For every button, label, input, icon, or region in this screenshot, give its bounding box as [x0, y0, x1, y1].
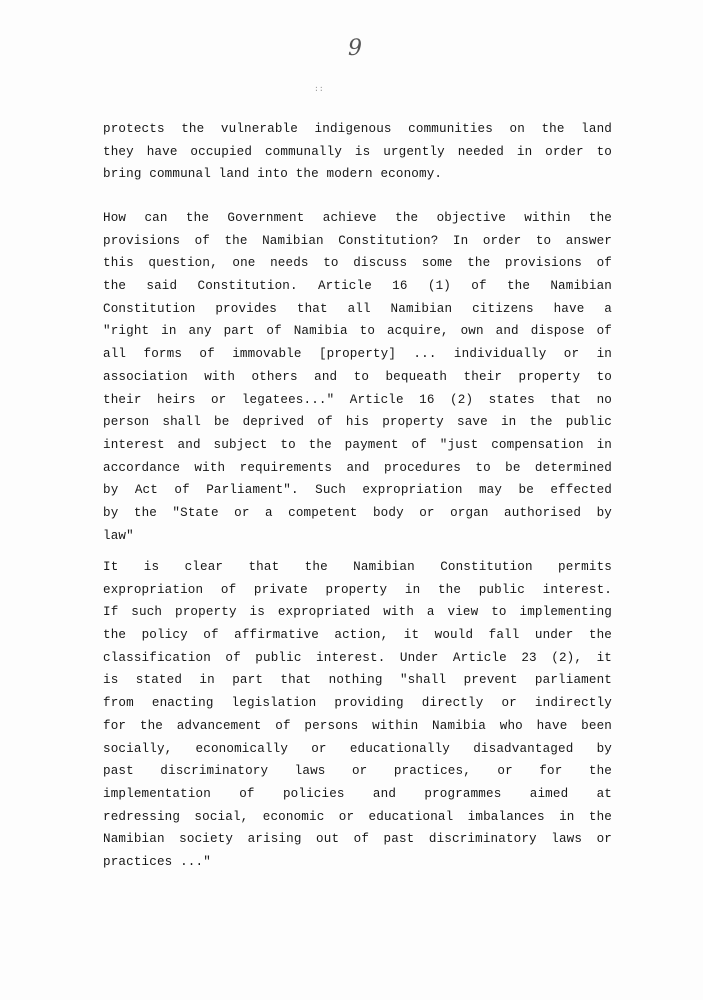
- text-line: by Act of Parliament". Such expropriation may be effected: [103, 483, 612, 498]
- text-line: by the "State or a competent body or organ authorised by: [103, 505, 612, 520]
- text-line: protects the vulnerable indigenous communities on the land: [103, 122, 612, 136]
- text-line: "right in any part of Namibia to acquire, own and dispose of: [103, 324, 612, 339]
- text-line: their heirs or legatees..." Article 16 (2) states that no: [103, 392, 612, 407]
- text-line: person shall be deprived of his property save in the public: [103, 415, 612, 430]
- text-line: the said Constitution. Article 16 (1) of the Namibian: [103, 279, 612, 294]
- text-line: expropriation of private property in the public interest.: [103, 582, 612, 597]
- text-line: interest and subject to the payment of "just compensation in: [103, 437, 612, 452]
- text-line: socially, economically or educationally disadvantaged by: [103, 741, 612, 756]
- text-line: Namibian society arising out of past discriminatory laws or: [103, 832, 612, 847]
- text-line: they have occupied communally is urgently needed in order to: [103, 144, 612, 159]
- paragraph-1: [103, 118, 612, 186]
- text-line: is stated in part that nothing "shall prevent parliament: [103, 673, 612, 688]
- text-line: practices ...": [103, 854, 211, 869]
- text-line: How can the Government achieve the objective within the: [103, 211, 612, 225]
- text-line: If such property is expropriated with a view to implementing: [103, 605, 612, 620]
- text-line: this question, one needs to discuss some the provisions of: [103, 256, 612, 271]
- text-line: association with others and to bequeath their property to: [103, 369, 612, 384]
- paragraph-2: [103, 207, 612, 547]
- text-line: It is clear that the Namibian Constitution permits: [103, 560, 612, 574]
- text-line: the policy of affirmative action, it would fall under the: [103, 628, 612, 643]
- page-mark: ::: [314, 84, 324, 93]
- text-line: all forms of immovable [property] ... individually or in: [103, 347, 612, 362]
- text-line: Constitution provides that all Namibian citizens have a: [103, 301, 612, 316]
- text-line: past discriminatory laws or practices, or for the: [103, 764, 612, 779]
- text-line: redressing social, economic or educational imbalances in the: [103, 809, 612, 824]
- text-line: bring communal land into the modern economy.: [103, 167, 443, 182]
- text-line: classification of public interest. Under Article 23 (2), it: [103, 650, 612, 665]
- text-line: accordance with requirements and procedures to be determined: [103, 460, 612, 475]
- paragraph-3: [103, 556, 612, 874]
- text-line: for the advancement of persons within Namibia who have been: [103, 718, 612, 733]
- text-line: from enacting legislation providing directly or indirectly: [103, 696, 612, 711]
- page-number: 9: [348, 36, 362, 61]
- text-line: law": [103, 528, 134, 543]
- text-line: provisions of the Namibian Constitution? In order to answer: [103, 233, 612, 248]
- text-line: implementation of policies and programmes aimed at: [103, 786, 612, 801]
